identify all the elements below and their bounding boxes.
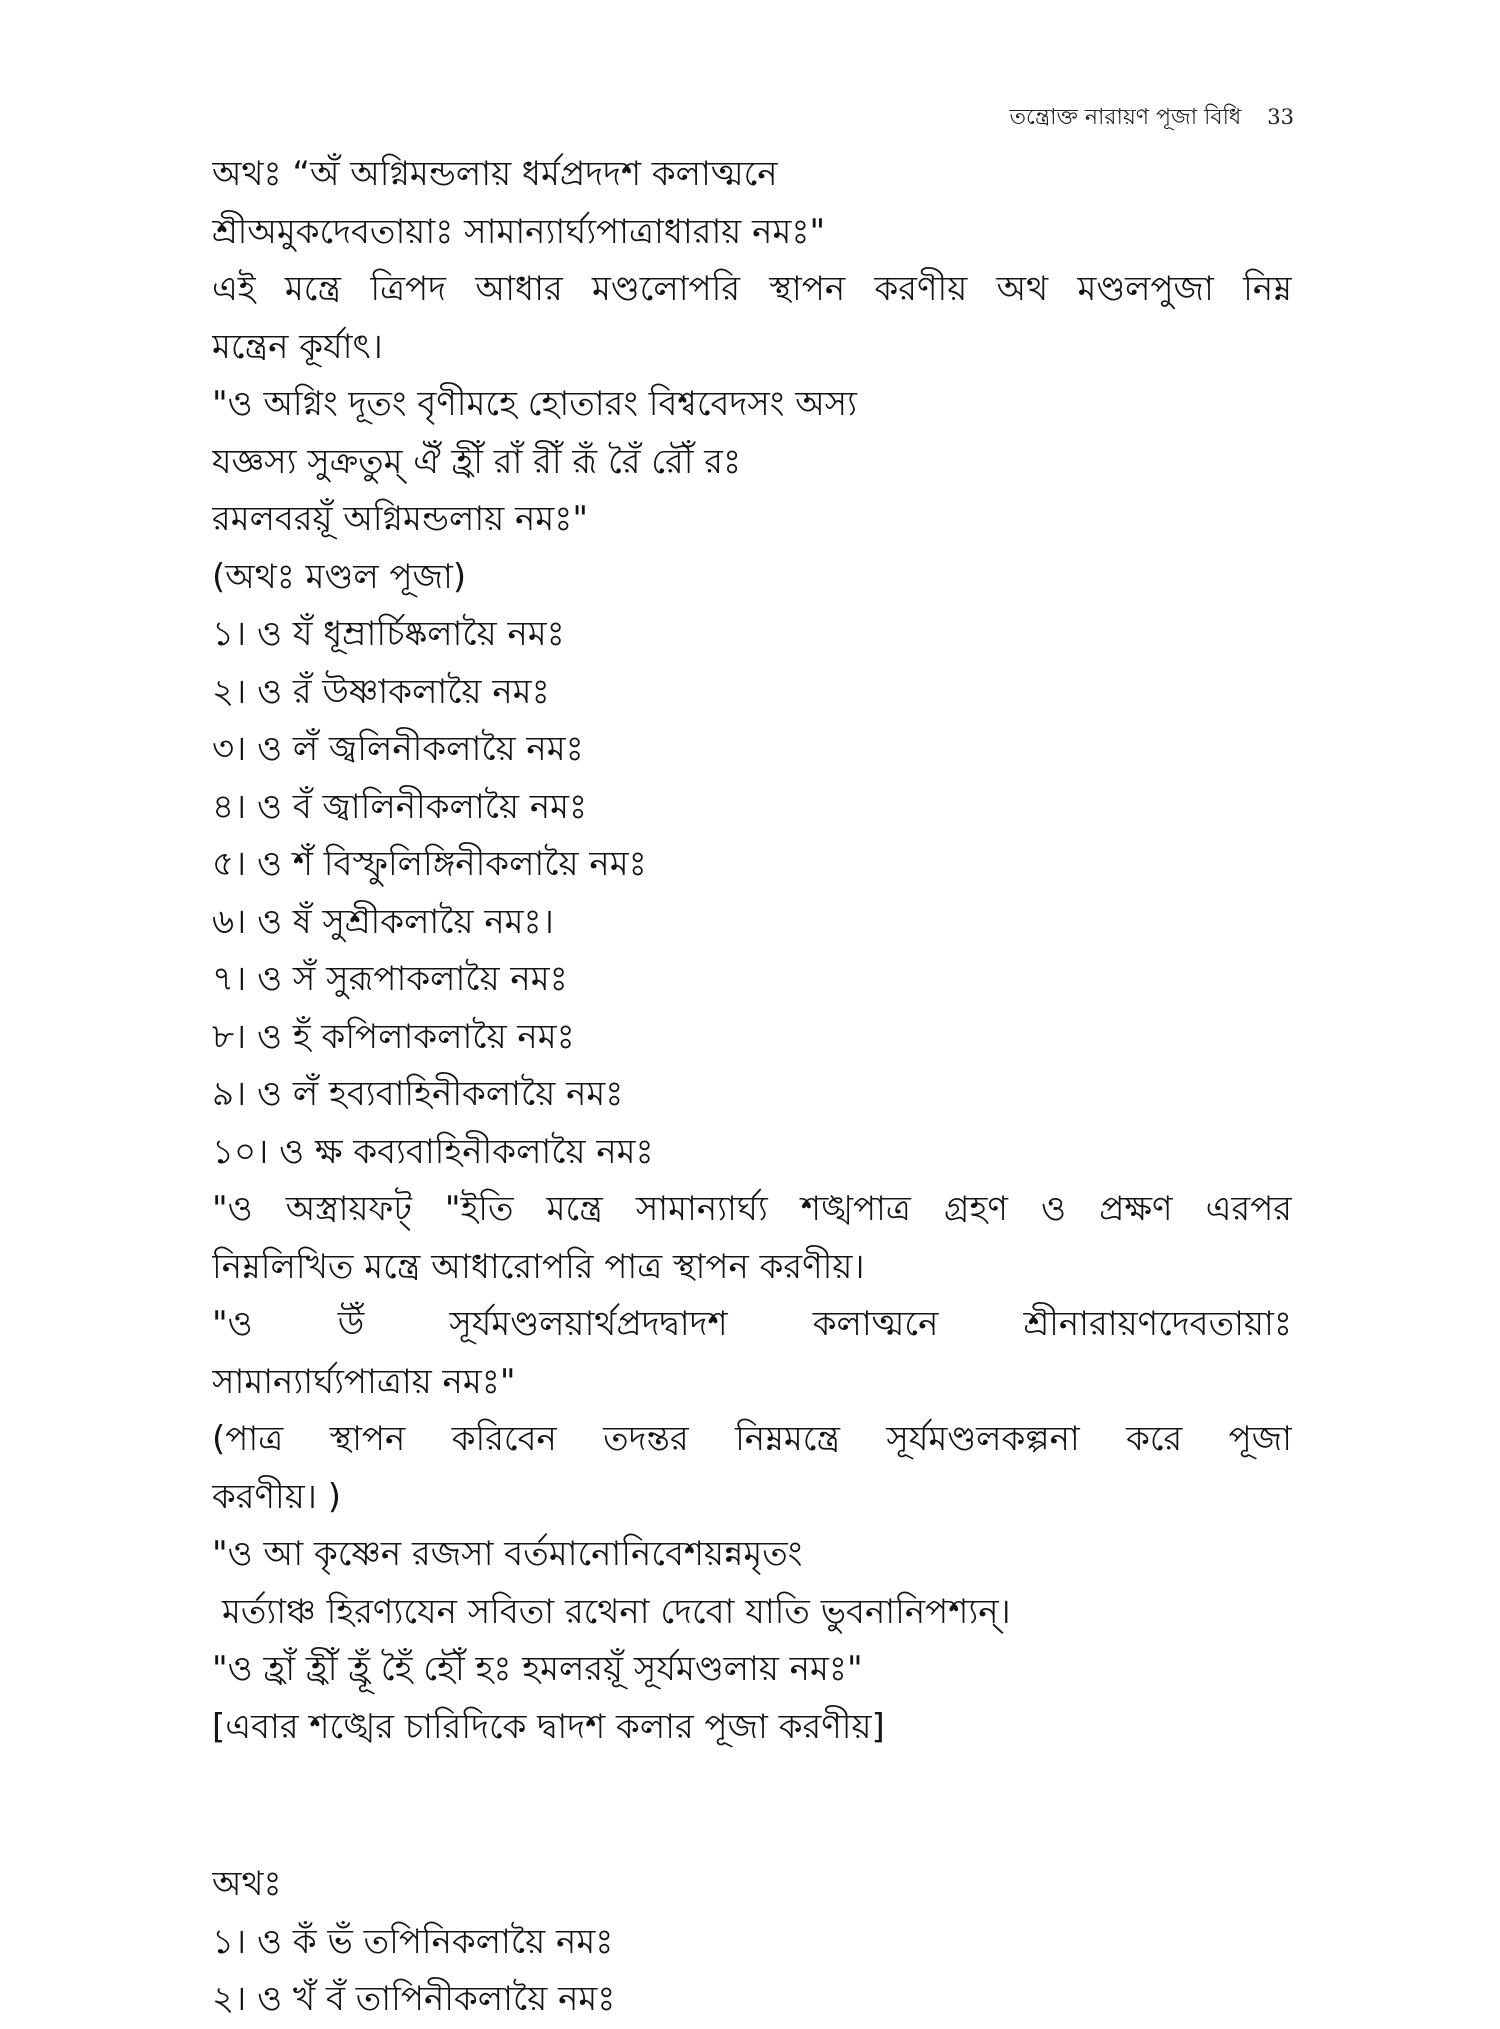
mantra-line: "ও হ্রাঁ হ্রীঁ হ্রূঁ হৈঁ হৌঁ হঃ হমলরয়ূঁ সূর্যমণ্ডলায় নমঃ": [212, 1649, 863, 1689]
mantra-line: রমলবরয়ূঁ অগ্নিমন্ডলায় নমঃ": [212, 499, 588, 539]
mantra-line: "ও আ কৃষ্ণেন রজসা বর্তমানোনিবেশয়ন্নমৃতং: [212, 1534, 803, 1574]
section-heading: (অথঃ মণ্ডল পূজা): [212, 556, 467, 597]
page-body: [212, 146, 1292, 2029]
kala-list-item: ৫। ও শঁ বিস্ফুলিঙ্গিনীকলায়ৈ নমঃ: [212, 844, 647, 884]
kala-list-item: ৪। ও বঁ জ্বালিনীকলায়ৈ নমঃ: [212, 786, 588, 827]
instruction-note: [এবার শঙ্খের চারিদিকে দ্বাদশ কলার পূজা করণীয়]: [212, 1706, 885, 1747]
kala-list-item: ৬। ও ষঁ সুশ্রীকলায়ৈ নমঃ।: [212, 901, 554, 942]
mantra-line: "ও অগ্নিং দূতং বৃণীমহে হোতারং বিশ্ববেদসং অস্য: [212, 384, 857, 424]
instruction-line: এই মন্ত্রে ত্রিপদ আধার মণ্ডলোপরি স্থাপন করণীয় অথ মণ্ডলপুজা নিম্ন: [212, 269, 1292, 309]
kala-list-item: ৯। ও লঁ হব্যবাহিনীকলায়ৈ নমঃ: [212, 1074, 624, 1114]
instruction-line: করণীয়। ): [212, 1476, 342, 1517]
header-title: তন্ত্রোক্ত নারায়ণ পূজা বিধি: [1009, 105, 1242, 130]
kala-list-item: ২। ও রঁ উষ্ণাকলায়ৈ নমঃ: [212, 671, 550, 712]
instruction-line: "ও অস্ত্রায়ফট্ "ইতি মন্ত্রে সামান্যার্ঘ্য শঙ্খপাত্র গ্রহণ ও প্রক্ষণ এরপর: [212, 1189, 1292, 1229]
kala-list-item: ১। ও কঁ ভঁ তপিনিকলায়ৈ নমঃ: [212, 1921, 614, 1962]
mantra-line: সামান্যার্ঘ্যপাত্রায় নমঃ": [212, 1361, 516, 1402]
mantra-line: শ্রীঅমুকদেবতায়াঃ সামান্যার্ঘ্যপাত্রাধারায় নমঃ": [212, 211, 826, 252]
running-header: [1009, 100, 1294, 137]
kala-list-item: ২। ও খঁ বঁ তাপিনীকলায়ৈ নমঃ: [212, 1979, 616, 2019]
page-number: 33: [1267, 105, 1294, 129]
mantra-line: যজ্ঞস্য সুক্রতুম্ ঐঁ হ্রীঁ রাঁ রীঁ রূঁ রৈঁ রৌঁ রঃ: [212, 441, 742, 482]
kala-list-item: ১০। ও ক্ষ কব্যবাহিনীকলায়ৈ নমঃ: [212, 1131, 654, 1172]
kala-list-item: ১। ও যঁ ধূম্রার্চিষ্কলায়ৈ নমঃ: [212, 614, 565, 654]
instruction-line: মন্ত্রেন কূর্যাৎ।: [212, 326, 383, 367]
kala-list-item: ৮। ও হঁ কপিলাকলায়ৈ নমঃ: [212, 1016, 575, 1057]
kala-list-item: ৩। ও লঁ জ্বলিনীকলায়ৈ নমঃ: [212, 729, 584, 769]
section-heading: অথঃ: [212, 1864, 282, 1904]
mantra-line: অথঃ “অঁ অগ্নিমন্ডলায় ধর্মপ্রদদশ কলাত্মনে: [212, 154, 778, 194]
mantra-line: "ও উঁ সূর্যমণ্ডলয়ার্থপ্রদদ্বাদশ কলাত্মনে শ্রীনারায়ণদেবতায়াঃ: [212, 1304, 1292, 1344]
kala-list-item: ৭। ও সঁ সুরূপাকলায়ৈ নমঃ: [212, 959, 568, 999]
instruction-line: (পাত্র স্থাপন করিবেন তদন্তর নিম্নমন্ত্রে সূর্যমণ্ডলকল্পনা করে পূজা: [212, 1419, 1292, 1459]
instruction-line: নিম্নলিখিত মন্ত্রে আধারোপরি পাত্র স্থাপন করণীয়।: [212, 1246, 865, 1287]
mantra-line: মর্ত্যাঞ্চ হিরণ্যযেন সবিতা রথেনা দেবো যাতি ভুবনানিপশ্যন্।: [222, 1591, 1011, 1632]
paragraph-gap: [212, 1756, 1292, 1856]
